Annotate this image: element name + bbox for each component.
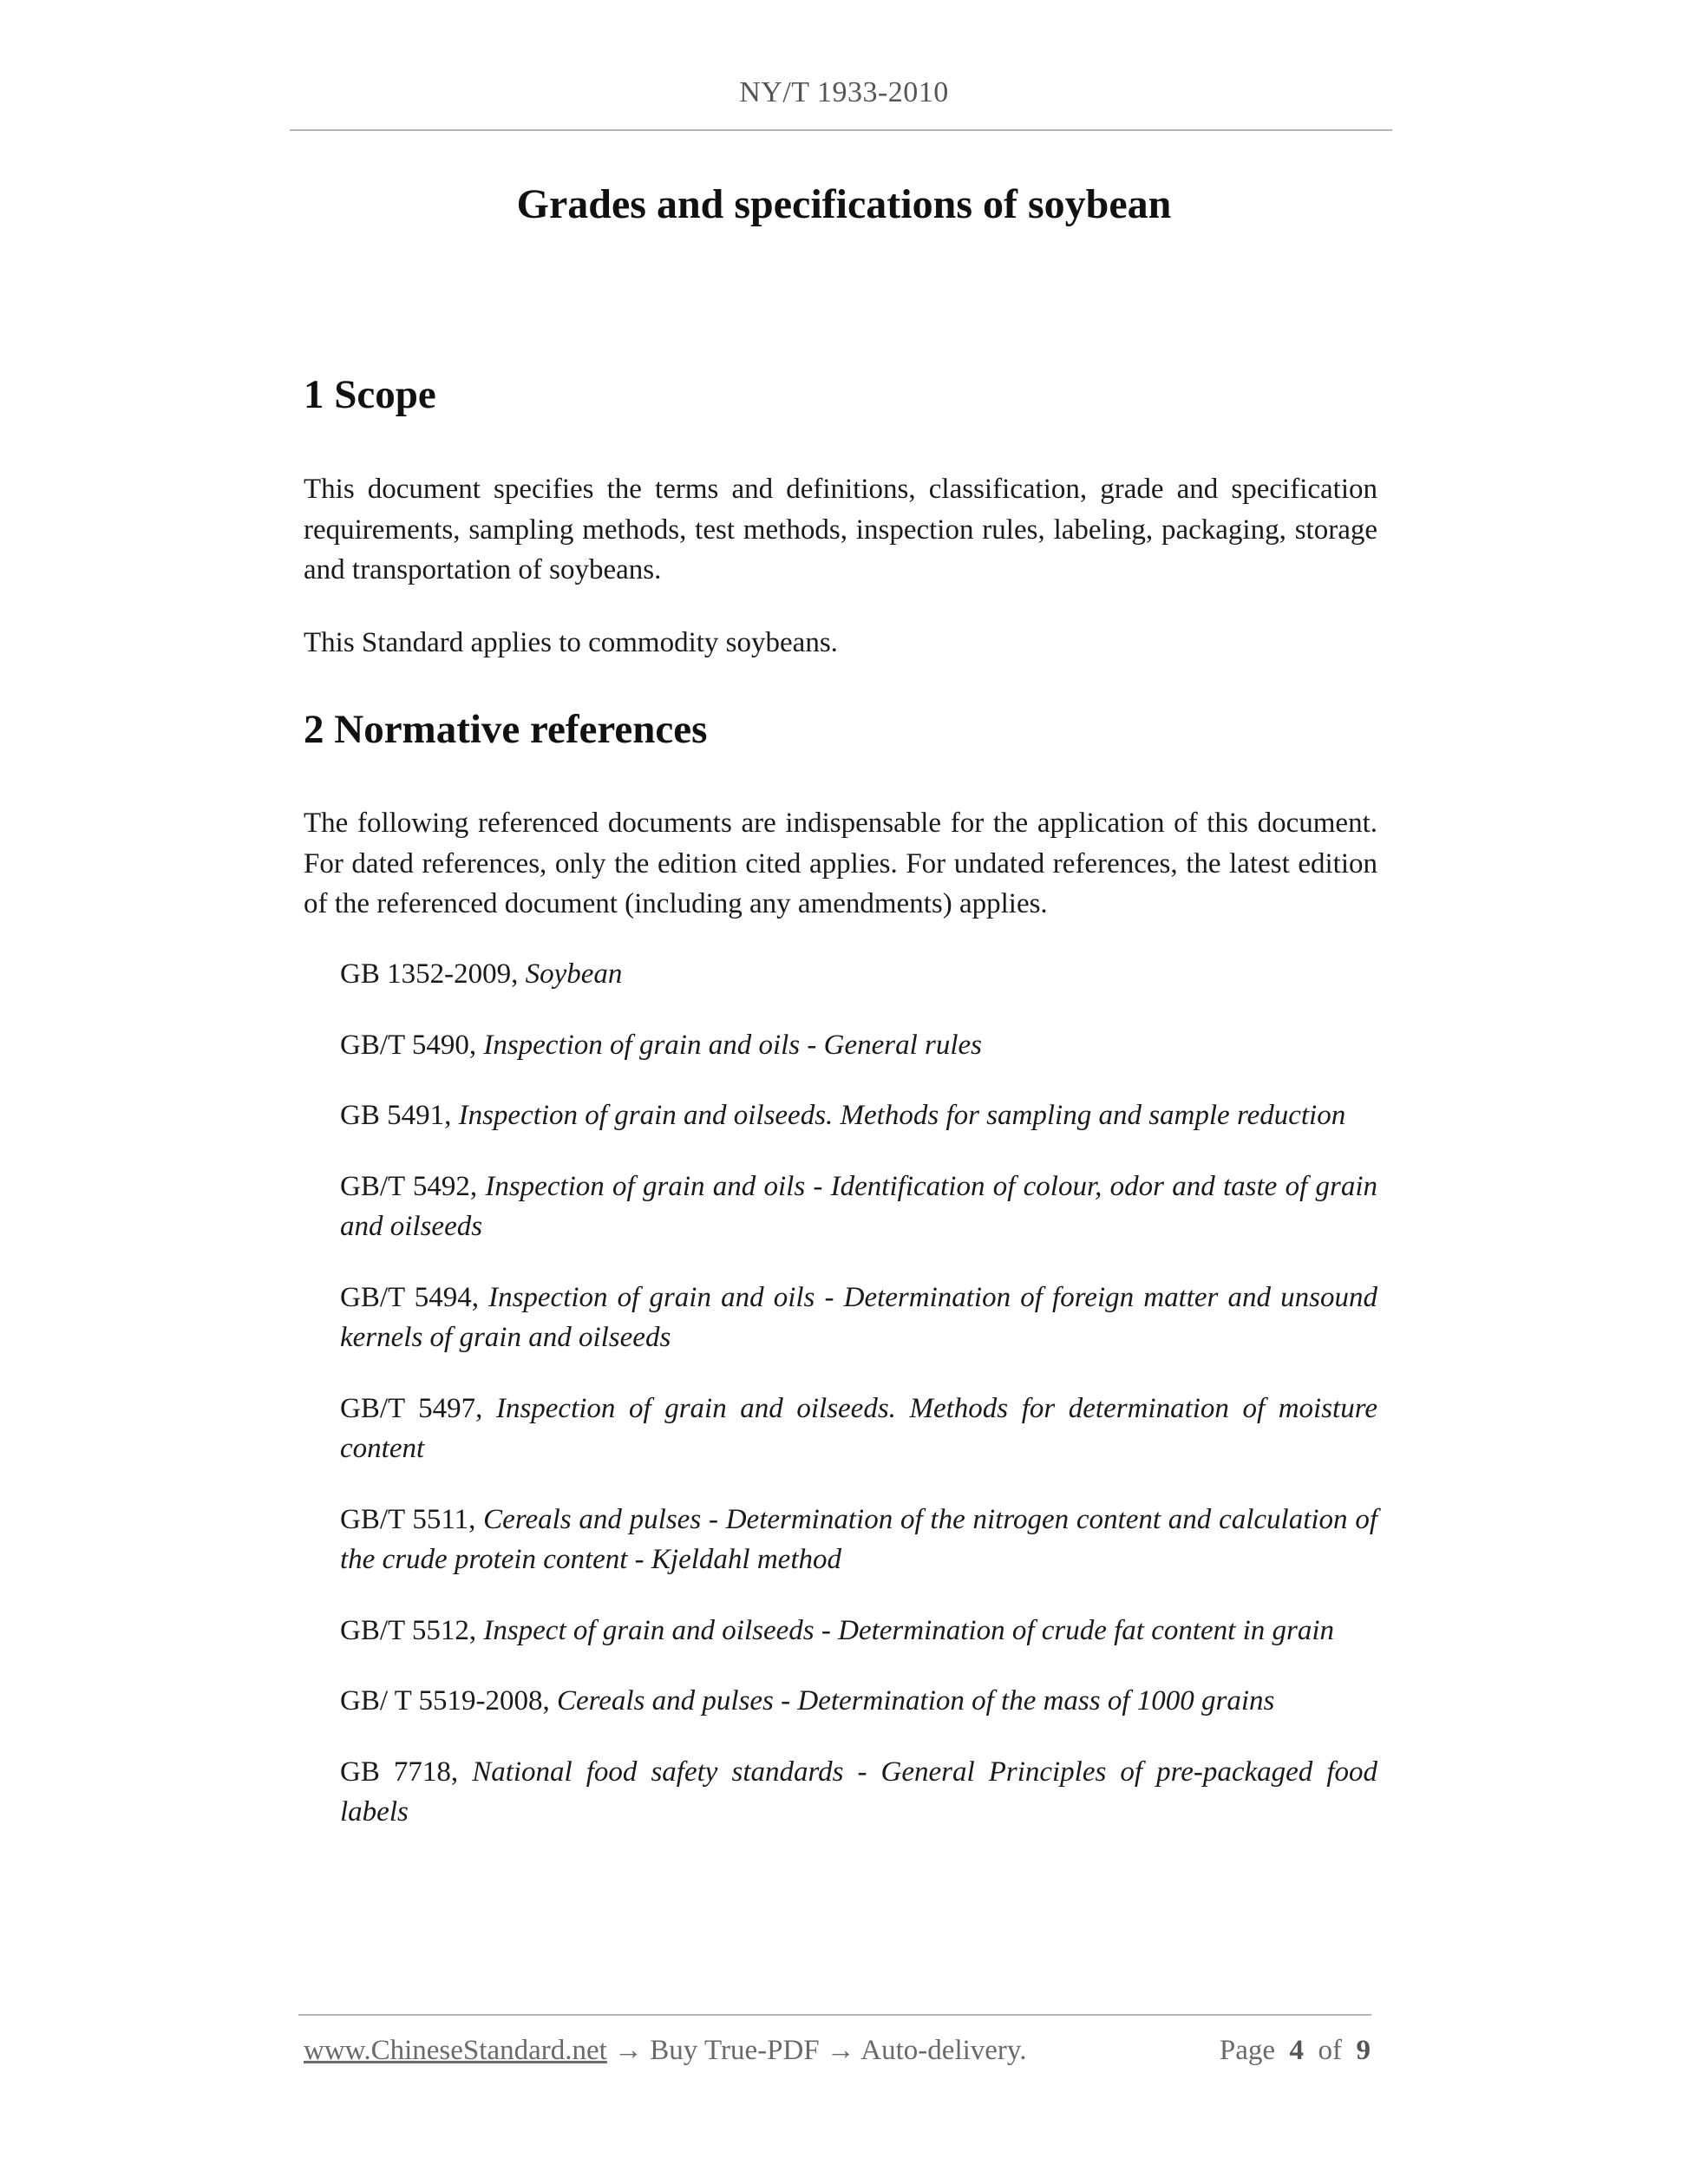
footer-divider [298, 2014, 1371, 2016]
reference-title: Inspection of grain and oils - General rules [483, 1029, 983, 1061]
page-current: 4 [1289, 2035, 1304, 2066]
reference-item [340, 1681, 1377, 1722]
footer-text: → Buy True-PDF → Auto-delivery. [606, 2035, 1027, 2066]
reference-code: GB 7718, [340, 1756, 473, 1788]
reference-code: GB/T 5511, [340, 1503, 484, 1535]
page-label: Page [1219, 2035, 1275, 2066]
reference-title: Inspection of grain and oilseeds. Methods for sampling and sample reduction [458, 1100, 1346, 1131]
normative-references-paragraph: The following referenced documents are indispensable for the application of this document. For dated references, only the edition cited applies. For undated references, the latest edition of the referenced document (including any amendments) applies. [304, 808, 1377, 919]
reference-list [340, 954, 1377, 1863]
document-code-header: NY/T 1933-2010 [739, 76, 949, 108]
reference-item [340, 1095, 1377, 1136]
reference-item [340, 1025, 1377, 1066]
reference-item [340, 1167, 1377, 1247]
page-indicator [1220, 2035, 1371, 2067]
reference-code: GB/T 5490, [340, 1029, 484, 1061]
reference-title: Inspection of grain and oilseeds. Methods for determination of moisture content [340, 1392, 1377, 1464]
section-heading-normative-references: 2 Normative references [304, 707, 708, 752]
chinesestandard-link[interactable]: www.ChineseStandard.net [304, 2035, 607, 2066]
reference-item [340, 1278, 1377, 1358]
page-footer [304, 2035, 1371, 2067]
reference-code: GB 5491, [340, 1100, 459, 1131]
reference-code: GB/ T 5519-2008, [340, 1685, 557, 1716]
reference-code: GB 1352-2009, [340, 958, 526, 990]
document-title: Grades and specifications of soybean [516, 181, 1172, 227]
reference-code: GB/T 5512, [340, 1614, 484, 1646]
section-heading-scope: 1 Scope [304, 372, 436, 417]
reference-item [340, 1500, 1377, 1580]
page-total: 9 [1356, 2035, 1371, 2066]
page-of-label: of [1318, 2035, 1342, 2066]
reference-title: National food safety standards - General Principles of pre-packaged food labels [340, 1756, 1377, 1828]
reference-code: GB/T 5494, [340, 1281, 489, 1313]
scope-paragraph-1: This document specifies the terms and definitions, classification, grade and specification requirements, sampling methods, test methods, inspection rules, labeling, packaging, storage and transportation of soybeans. [304, 474, 1377, 585]
reference-code: GB/T 5497, [340, 1392, 496, 1424]
reference-item [340, 1389, 1377, 1469]
header-divider [290, 129, 1392, 131]
reference-code: GB/T 5492, [340, 1170, 486, 1202]
reference-item [340, 1611, 1377, 1651]
reference-title: Soybean [525, 958, 623, 990]
reference-title: Inspection of grain and oils - Determination of foreign matter and unsound kernels of grain and oilseeds [340, 1281, 1377, 1353]
reference-title: Inspect of grain and oilseeds - Determination of crude fat content in grain [483, 1614, 1335, 1646]
scope-paragraph-2: This Standard applies to commodity soybeans. [304, 627, 838, 658]
reference-title: Inspection of grain and oils - Identification of colour, odor and taste of grain and oilseeds [340, 1170, 1378, 1242]
reference-item [340, 954, 1377, 995]
reference-title: Cereals and pulses - Determination of the mass of 1000 grains [556, 1685, 1275, 1716]
reference-title: Cereals and pulses - Determination of the nitrogen content and calculation of the crude protein content - Kjeldahl method [340, 1503, 1378, 1575]
reference-item [340, 1752, 1377, 1833]
